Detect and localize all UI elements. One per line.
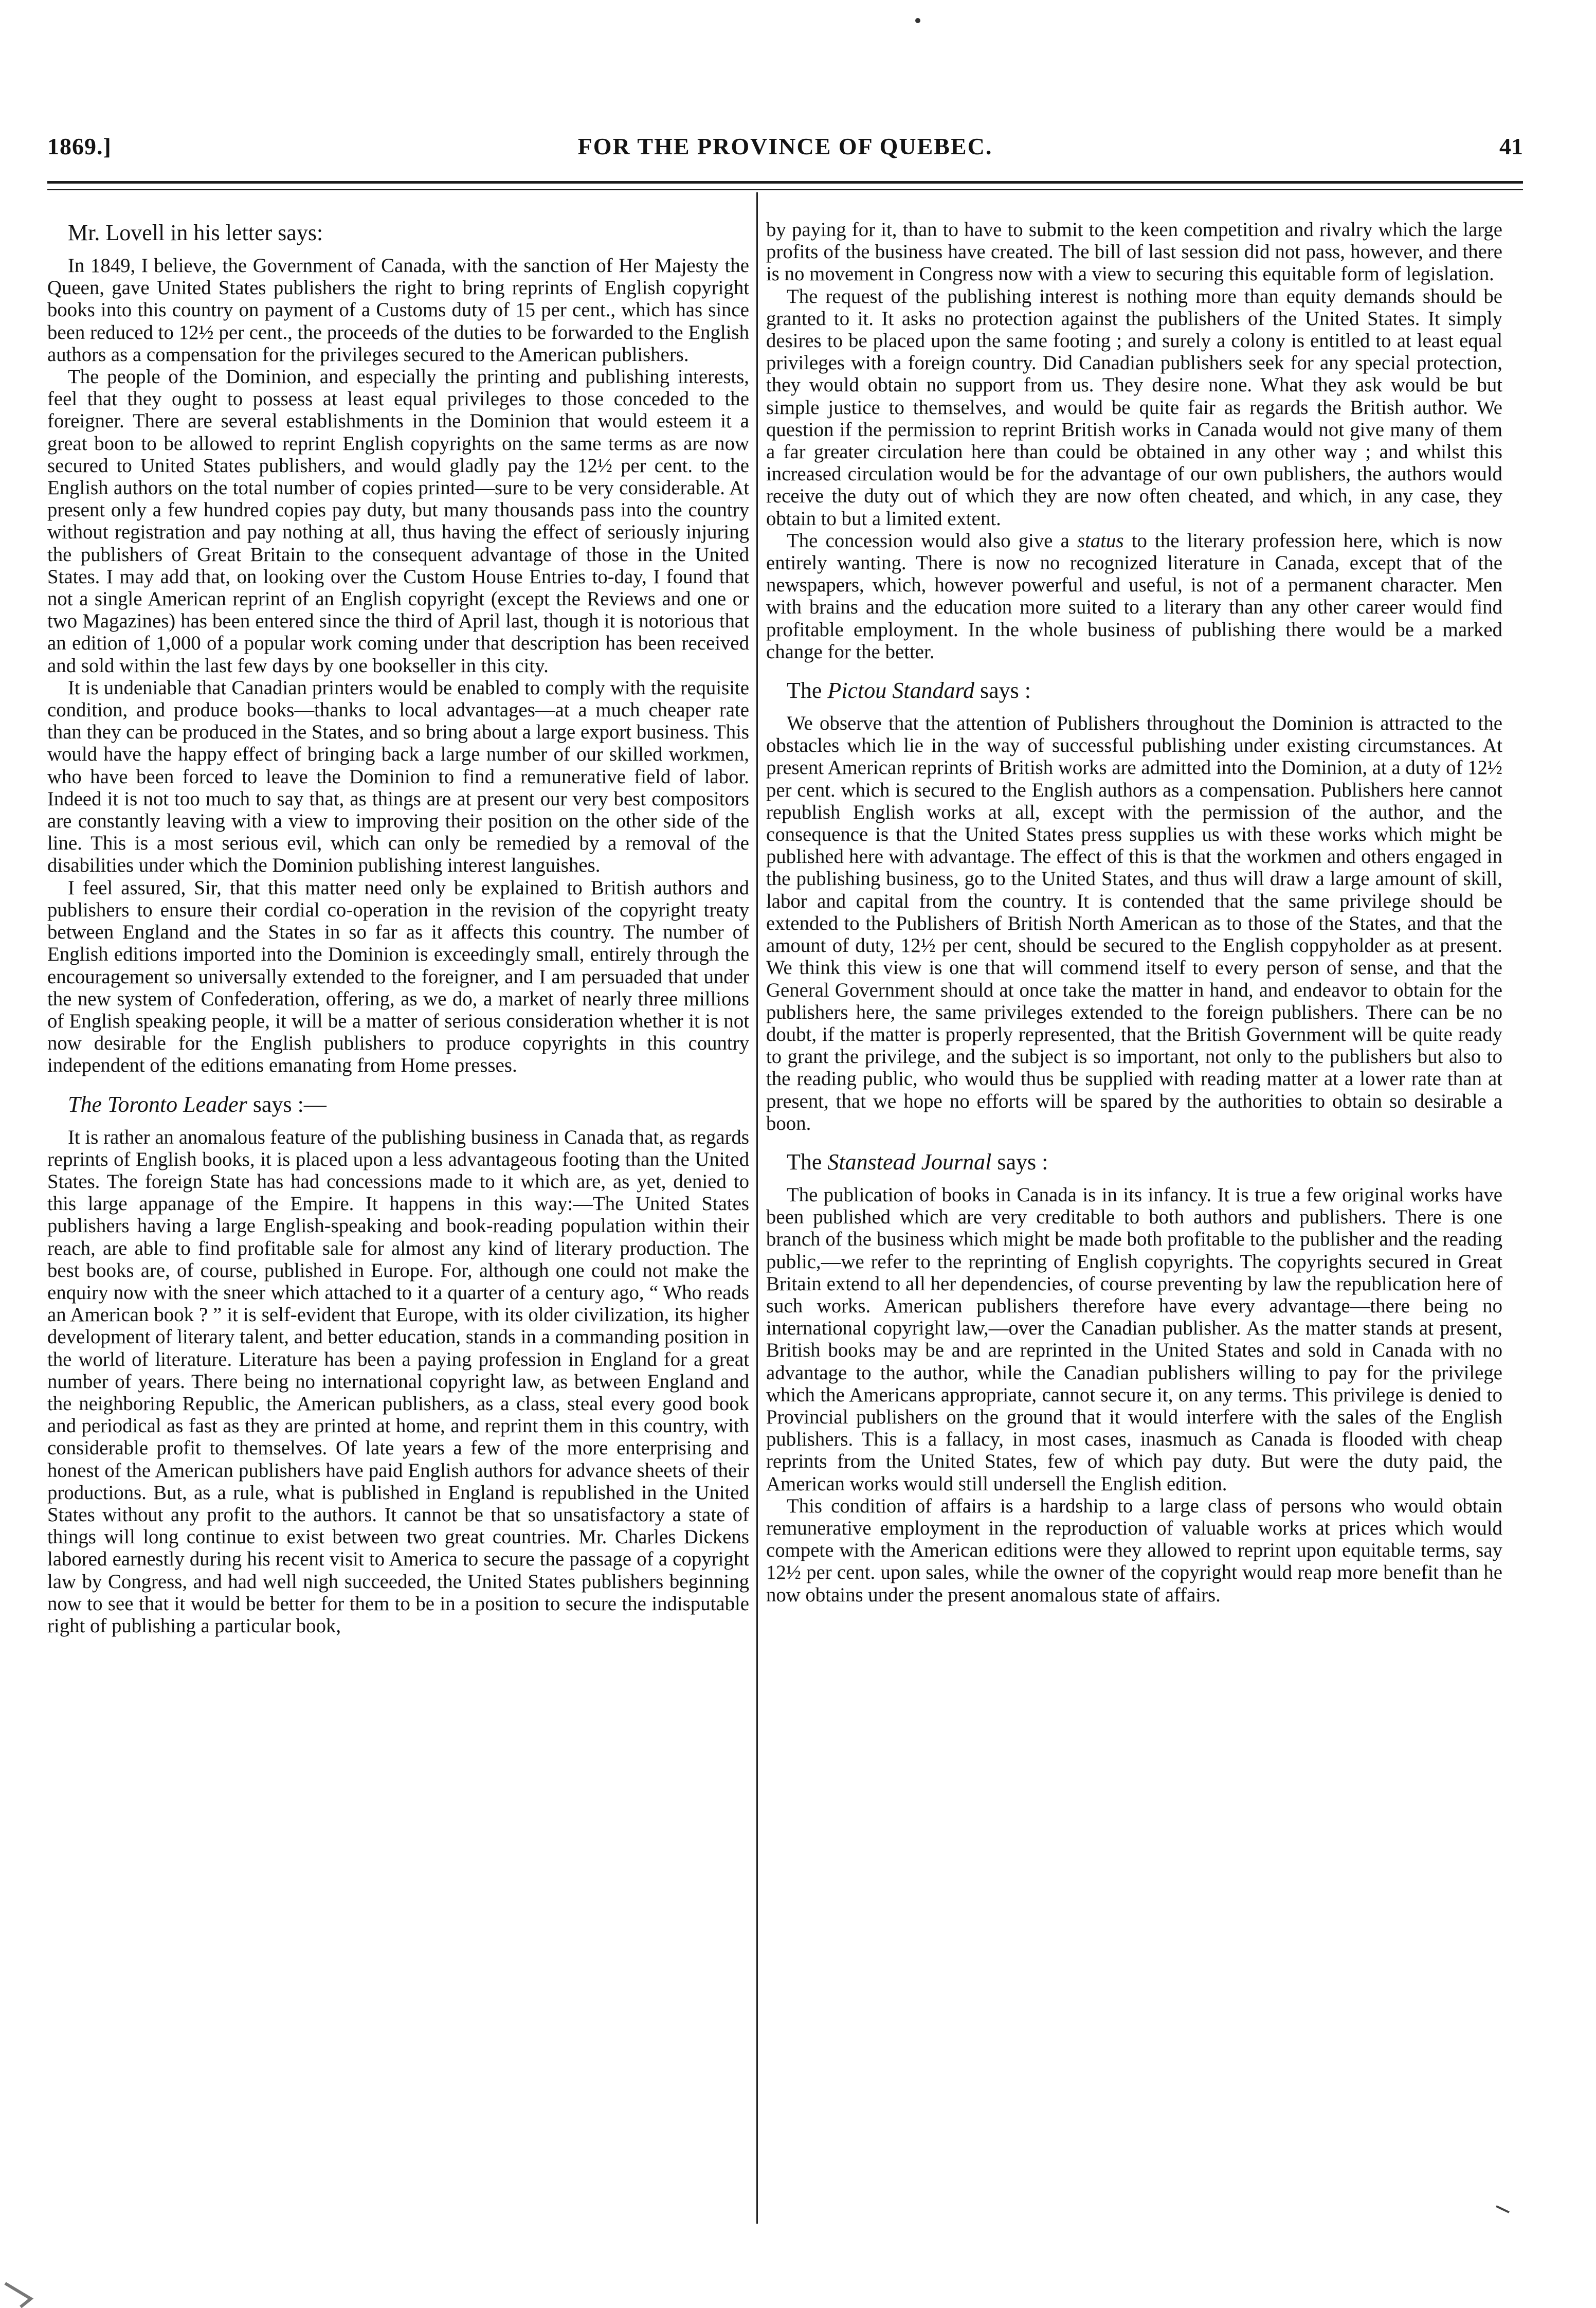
header-year: 1869.] bbox=[47, 133, 112, 159]
heading-prefix: The bbox=[787, 678, 828, 704]
paragraph: The people of the Dominion, and especially the printing and publishing interests, feel that they ought to possess at least equal privileges to those conceded to the foreigner. There are several establishments in the Dominion that would esteem it a great boon to be allowed to reprint English copyrights on the same terms as are now secured to United States publishers, and would gladly pay the 12½ per cent. to the English authors on the total number of copies printed—sure to be very considerable. At present only a few hundred copies pay duty, but many thousands pass into the country without registration and pay nothing at all, thus having the effect of seriously injuring the publishers of Great Britain to the consequent advantage of those in the United States. I may add that, on looking over the Custom House Entries to-day, I found that not a single American reprint of an English copyright (except the Reviews and one or two Magazines) has been entered since the third of April last, though it is notorious that an edition of 1,000 of a popular work coming under that description has been received and sold within the last few days by one bookseller in this city. bbox=[47, 366, 749, 677]
paragraph: The publication of books in Canada is in its infancy. It is true a few original works have been published which are very creditable to both authors and publishers. There is one branch of the business which might be made both profitable to the publisher and the reading public,—we refer to the reprinting of English copyrights. The copyrights secured in Great Britain extend to all her dependencies, of course preventing by law the republication here of such works. American publishers therefore have every advantage—there being no international copyright law,—over the Canadian publisher. As the matter stands at present, British books may be and are reprinted in the United States and sold in Canada with no advantage to the author, while the Canadian publishers willing to pay for the privilege which the Americans appropriate, cannot secure it, on any terms. This privilege is denied to Provincial publishers on the ground that it would interfere with the sales of the English publishers. This is a fallacy, in most cases, inasmuch as Canada is flooded with cheap reprints from the United States, few of which pay duty. But were the duty paid, the American works would still undersell the English edition. bbox=[766, 1183, 1502, 1495]
header-rule-thin bbox=[47, 189, 1523, 190]
paragraph: It is rather an anomalous feature of the publishing business in Canada that, as regards reprints of English books, it is placed upon a less advantageous footing than the United States. The foreign State has had concessions made to it which are, as yet, denied to this large appanage of the Empire. It happens in this way:—The United States publishers having a large English-speaking and book-reading population within their reach, are able to find profitable sale for almost any kind of literary production. The best books are, of course, published in Europe. For, although one could not make the enquiry now with the sneer which attached to it a quarter of a century ago, “ Who reads an American book ? ” it is self-evident that Europe, with its older civilization, its higher development of literary talent, and better education, stands in a commanding position in the world of literature. Literature has been a paying profession in England for a great number of years. There being no international copyright law, as between England and the neighboring Republic, the American publishers, as a class, steal every good book and periodical as fast as they are printed at home, and reprint them in this country, with considerable profit to themselves. Of late years a few of the more enterprising and honest of the American publishers have paid English authors for advance sheets of their productions. But, as a rule, what is published in England is republished in the United States without any profit to the authors. It cannot be that so unsatisfactory a state of things will long continue to exist between two great countries. Mr. Charles Dickens labored earnestly during his recent visit to America to secure the passage of a copyright law by Congress, and had well nigh succeeded, the United States publishers beginning now to see that it would be better for them to be in a position to secure the indisputable right of publishing a particular book, bbox=[47, 1126, 749, 1637]
section-heading-pictou-standard bbox=[787, 676, 1502, 705]
running-header bbox=[47, 133, 1523, 170]
section-heading-lovell: Mr. Lovell in his letter says: bbox=[68, 220, 323, 245]
heading-says: says : bbox=[974, 678, 1031, 704]
italic-word: status bbox=[1077, 529, 1124, 552]
paragraph-continued: by paying for it, than to have to submit to the keen competition and rivalry which the large profits of the business have created. The bill of last session did not pass, however, and there is no movement in Congress now with a view to securing this equitable form of legislation. bbox=[766, 219, 1502, 285]
left-column bbox=[47, 219, 749, 1637]
section-heading-toronto-leader bbox=[68, 1090, 749, 1119]
heading-prefix: The bbox=[787, 1149, 828, 1175]
paragraph-text: to the literary profession here, which is now entirely wanting. There is now no recognized literature in Canada, except that of the newspapers, which, however powerful and useful, is not of a permanent character. Men with brains and the education more suited to a literary than any other career would find profitable employment. In the whole business of publishing there would be a marked change for the better. bbox=[766, 529, 1502, 663]
header-rule-thick bbox=[47, 181, 1523, 184]
heading-italic-source: Pictou Standard bbox=[827, 678, 974, 704]
paragraph: The request of the publishing interest is nothing more than equity demands should be granted to it. It asks no protection against the publishers of the United States. It simply desires to be placed upon the same footing ; and surely a colony is entitled to at least equal privileges with a foreign country. Did Canadian publishers seek for any special protection, they would obtain no support from us. They desire none. What they ask would be but simple justice to themselves, and would be quite fair as regards the British author. We question if the permission to reprint British works in Canada would not give many of them a far greater circulation here than could be obtained in any other way ; and whilst this increased circulation would be for the advantage of our own publishers, the authors would receive the duty out of which they are now often cheated, and which, in any case, they obtain to but a limited extent. bbox=[766, 285, 1502, 530]
page-number: 41 bbox=[1499, 133, 1523, 159]
heading-says: says : bbox=[991, 1149, 1048, 1175]
right-column bbox=[766, 219, 1502, 1606]
heading-italic-source: The Toronto Leader bbox=[68, 1091, 247, 1117]
header-title: FOR THE PROVINCE OF QUEBEC. bbox=[577, 133, 993, 159]
paragraph: I feel assured, Sir, that this matter need only be explained to British authors and publishers to ensure their cordial co-operation in the revision of the copyright treaty between England and the States in so far as it affects this country. The number of English editions imported into the Dominion is exceedingly small, entirely through the encouragement so universally extended to the foreigner, and I am persuaded that under the new system of Confederation, offering, as we do, a market of nearly three millions of English speaking people, it will be a matter of serious consideration whether it is not now desirable for the English publishers to produce copyrights in this country independent of the editions emanating from Home presses. bbox=[47, 876, 749, 1077]
paragraph: This condition of affairs is a hardship to a large class of persons who would obtain remunerative employment in the reproduction of valuable works at prices which would compete with the American editions were they allowed to reprint upon equitable terms, say 12½ per cent. upon sales, while the owner of the copyright would reap more benefit than he now obtains under the present anomalous state of affairs. bbox=[766, 1494, 1502, 1606]
heading-italic-source: Stanstead Journal bbox=[827, 1149, 992, 1175]
paragraph-text: The concession would also give a bbox=[787, 529, 1077, 552]
paragraph: We observe that the attention of Publishers throughout the Dominion is attracted to the obstacles which lie in the way of successful publishing under existing circumstances. At present American reprints of British works are admitted into the Dominion, at a duty of 12½ per cent. which is secured to the English authors as a compensation. Publishers here cannot republish English works at all, except with the permission of the author, and the consequence is that the United States press supplies us with these works which might be published here with advantage. The effect of this is that the workmen and others engaged in the publishing business, go to the United States, and thus will draw a large amount of skill, labor and capital from the country. It is contended that the same privilege should be extended to the Publishers of British North American as to those of the States, and that the amount of duty, 12½ per cent, should be secured to the English coppyholder as at present. We think this view is one that will commend itself to every person of sense, and that the General Government should at once take the matter in hand, and endeavor to obtain for the publishers here, the same privileges extended to the foreign publishers. There can be no doubt, if the matter is properly represented, that the British Government will be quite ready to grant the privilege, and the subject is so important, not only to the publishers but also to the reading public, who would thus be supplied with reading matter at a lower rate than at present, that we hope no efforts will be spared by the authorities to obtain so desirable a boon. bbox=[766, 712, 1502, 1134]
column-divider bbox=[756, 192, 758, 2224]
paragraph: In 1849, I believe, the Government of Canada, with the sanction of Her Majesty the Queen, gave United States publishers the right to bring reprints of English copyright books into this country on payment of a Customs duty of 15 per cent., which has since been reduced to 12½ per cent., the proceeds of the duties to be forwarded to the English authors as a compensation for the privileges secured to the American publishers. bbox=[47, 255, 749, 366]
paragraph bbox=[766, 530, 1502, 663]
paragraph: It is undeniable that Canadian printers would be enabled to comply with the requisite condition, and produce books—thanks to local advantages—at a much cheaper rate than they can be produced in the States, and so bring about a large export business. This would have the happy effect of bringing back a large number of our skilled workmen, who have been forced to leave the Dominion to find a remunerative field of labor. Indeed it is not too much to say that, as things are at present our very best compositors are constantly leaving with a view to improving their position on the other side of the line. This is a most serious evil, which can only be remedied by a removal of the disabilities under which the Dominion publishing interest languishes. bbox=[47, 676, 749, 877]
heading-says: says :— bbox=[252, 1091, 327, 1117]
section-heading-stanstead-journal bbox=[787, 1148, 1502, 1177]
